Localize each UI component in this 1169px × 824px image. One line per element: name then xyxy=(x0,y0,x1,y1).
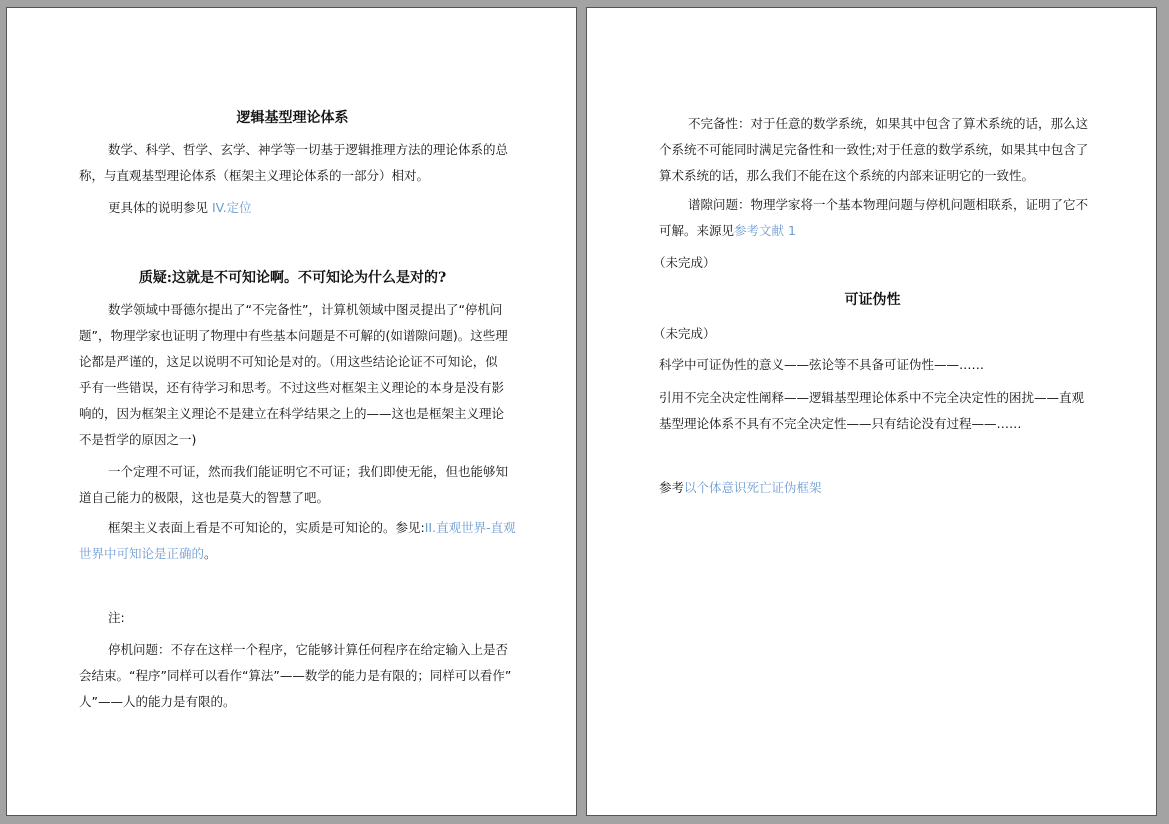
reference-line xyxy=(659,475,822,501)
see-more xyxy=(108,195,252,221)
para-line: 引用不完全决定性阐释——逻辑基型理论体系中不完全决定性的困扰——直观 xyxy=(659,390,1085,405)
link-positioning[interactable]: IV.定位 xyxy=(211,200,252,215)
see-more-text: 更具体的说明参见 xyxy=(108,200,212,215)
para-line: 算术系统的话，那么我们不能在这个系统的内部来证明它的一致性。 xyxy=(659,168,1035,183)
question-heading: 质疑:这就是不可知论啊。不可知论为什么是对的? xyxy=(138,270,447,286)
note-line: 人”——人的能力是有限的。 xyxy=(79,694,236,709)
para-line: 一个定理不可证，然而我们能证明它不可证；我们即使无能，但也能够知 xyxy=(108,464,509,479)
para-text: 可解。来源见 xyxy=(659,223,735,238)
page-1 xyxy=(6,7,577,816)
para-line xyxy=(79,541,217,567)
section-heading: 可证伪性 xyxy=(844,292,901,308)
note-label: 注: xyxy=(108,610,125,625)
para-line: 科学中可证伪性的意义——弦论等不具备可证伪性——…… xyxy=(659,357,985,372)
para-line: 道自己能力的极限，这也是莫大的智慧了吧。 xyxy=(79,490,330,505)
para-line: 不完备性：对于任意的数学系统，如果其中包含了算术系统的话，那么这 xyxy=(688,116,1089,131)
para-line: 个系统不可能同时满足完备性和一致性;对于任意的数学系统，如果其中包含了 xyxy=(659,142,1089,157)
para-line: 题”，物理学家也证明了物理中有些基本问题是不可解的(如谱隙问题)。这些理 xyxy=(79,328,508,343)
unfinished-note: （未完成） xyxy=(653,255,716,270)
para-line xyxy=(659,218,796,244)
unfinished-note: （未完成） xyxy=(653,326,716,341)
para-line: 论都是严谨的，这足以说明不可知论是对的。（用这些结论论证不可知论，似 xyxy=(79,354,498,369)
para-line: 乎有一些错误，还有待学习和思考。不过这些对框架主义理论的本身是没有影 xyxy=(79,380,505,395)
para-line xyxy=(108,515,516,541)
para-end: 。 xyxy=(204,546,217,561)
link-intuitive-world[interactable]: II.直观世界-直观 xyxy=(424,520,516,535)
note-line: 停机问题：不存在这样一个程序，它能够计算任何程序在给定输入上是否 xyxy=(108,642,509,657)
link-falsification-frame[interactable]: 以个体意识死亡证伪框架 xyxy=(684,480,822,495)
intro-line: 称，与直观基型理论体系（框架主义理论体系的一部分）相对。 xyxy=(79,168,430,183)
para-line: 不是哲学的原因之一) xyxy=(79,432,197,447)
intro-line: 数学、科学、哲学、玄学、神学等一切基于逻辑推理方法的理论体系的总 xyxy=(108,142,509,157)
para-line: 响的，因为框架主义理论不是建立在科学结果之上的——这也是框架主义理论 xyxy=(79,406,505,421)
link-intuitive-world-cont[interactable]: 世界中可知论是正确的 xyxy=(79,546,205,561)
para-line: 谱隙问题：物理学家将一个基本物理问题与停机问题相联系，证明了它不 xyxy=(688,197,1089,212)
para-line: 数学领域中哥德尔提出了“不完备性”，计算机领域中图灵提出了“停机问 xyxy=(108,302,503,317)
document-title: 逻辑基型理论体系 xyxy=(236,110,349,126)
ref-text: 参考 xyxy=(659,480,685,495)
para-text: 框架主义表面上看是不可知论的，实质是可知论的。参见: xyxy=(108,520,425,535)
link-reference-1[interactable]: 参考文献 1 xyxy=(734,223,796,238)
note-line: 会结束。“程序”同样可以看作“算法”——数学的能力是有限的；同样可以看作” xyxy=(79,668,512,683)
para-line: 基型理论体系不具有不完全决定性——只有结论没有过程——…… xyxy=(659,416,1022,431)
page-2 xyxy=(586,7,1157,816)
